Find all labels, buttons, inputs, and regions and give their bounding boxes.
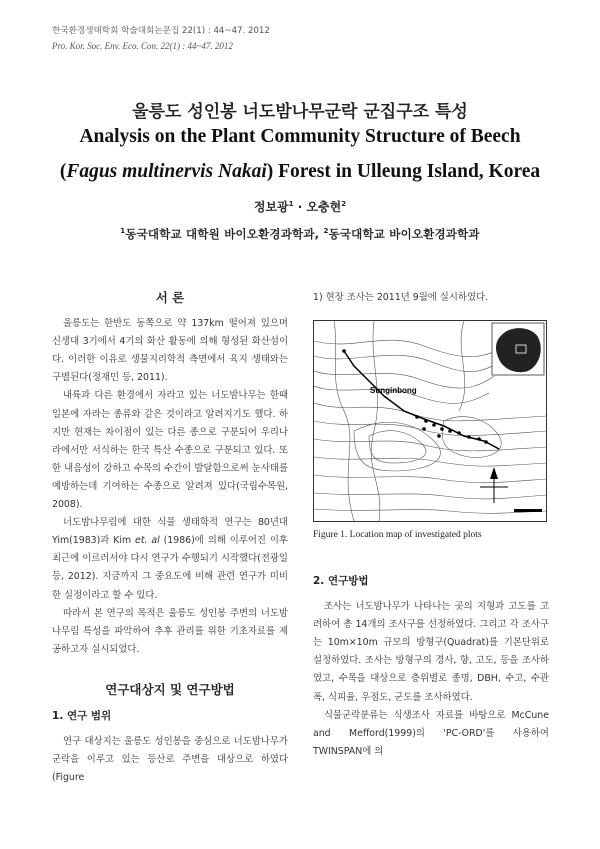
location-map [313,320,547,522]
methods-paragraph-1: 연구 대상지는 울릉도 성인봉을 중심으로 너도밤나무가 군락을 이루고 있는 등산로 주변을 대상으로 하였다(Figure [52,736,288,784]
contour-map-graphic [314,321,546,521]
author-2: 오충현 [306,200,342,214]
author-2-mark: 2 [341,200,347,208]
methods-sub-1: 1. 연구 범위 [52,709,112,722]
affiliations [0,226,600,242]
title-english-line2 [0,161,600,183]
methods-heading: 연구대상지 및 연구방법 [105,681,235,697]
right-column-bottom [313,572,549,761]
intro-paragraph-1: 울릉도는 한반도 동쪽으로 약 137km 떨어져 있으며 신생대 3기에서 4기의 화산 활동에 의해 형성된 화산섬이다. 이러한 이유로 생물지리학적 측면에서 육지 생태와는 구별된다(정재민 등, 2011). [52,318,288,384]
right-column-top [313,289,549,307]
title-line2-rest: ) Forest in Ulleung Island, Korea [266,161,541,182]
affil-1-mark: 1 [120,227,126,235]
author-1: 정보광 [253,200,289,214]
map-peak-label: Sunginbong [370,386,417,395]
author-1-mark: 1 [288,200,294,208]
journal-line-english: Pro. Kor. Soc. Env. Eco. Con. 22(1) : 44~47. 2012 [52,41,233,51]
title-species-name: Fagus multinervis Nakai [66,161,267,182]
title-english-line1: Analysis on the Plant Community Structure of Beech [79,126,521,147]
methods-paragraph-3: 식물군락분류는 식생조사 자료를 바탕으로 McCune and Mefford(1999)의 'PC-ORD'를 사용하여 TWINSPAN에 의 [313,709,549,757]
figure-caption: Figure 1. Location map of investigated plots [313,530,482,540]
methods-paragraph-1-cont: 1) 현장 조사는 2011년 9월에 실시하였다. [313,292,489,303]
left-column [52,289,288,787]
intro-p3-etal: et. al [135,535,160,547]
intro-heading: 서 론 [155,290,185,305]
affil-2-mark: 2 [323,227,329,235]
title-open-paren: ( [59,161,67,182]
intro-p3-b: (1986)에 의해 이루어진 이후 최근에 이르러서야 다시 연구가 수행되기 시작했다(전광일 등, 2012). 지금까지 그 중요도에 비해 관련 연구가 미비한 실정이라고 할 수 있다. [52,535,288,601]
intro-paragraph-3 [52,514,288,604]
journal-line-korean: 한국환경생태학회 학술대회논문집 22(1) : 44~47. 2012 [52,26,270,36]
intro-paragraph-2: 내륙과 다른 환경에서 자라고 있는 너도밤나무는 한때 일본에 자라는 종류와 같은 것이라고 알려지기도 했다. 하지만 현재는 차이점이 있는 다른 종으로 구분되어 우리나라에서만 서식하는 한국 특산 수종으로 구분되고 있다. 또한 내음성이 강하고 수목의 수간이 발달함으로써 눈사태를 예방하는데 기여하는 수종으로 알려져 있다(국립수목원, 2008). [52,390,288,511]
intro-p3-a: 너도밤나무림에 대한 식물 생태학적 연구는 80년대 Yim(1983)과 Kim [52,517,288,547]
authors [0,198,600,215]
methods-paragraph-2: 조사는 너도밤나무가 나타나는 곳의 지형과 고도를 고려하여 총 14개의 조사구를 선정하였다. 그리고 각 조사구는 10m×10m 규모의 방형구(Quadrat)를 기본단위로 설정하였다. 조사는 방형구의 경사, 향, 고도, 등을 조사하였고, 수목을 대상으로 층위별로 종명, DBH, 수고, 수관폭, 식피율, 우점도, 군도를 조사하였다. [313,601,549,703]
author-separator: · [293,200,307,214]
intro-paragraph-4: 따라서 본 연구의 목적은 울릉도 성인봉 주변의 너도밤나무림 특성을 파악하여 추후 관리를 위한 기초자료를 제공하고자 실시되었다. [52,607,288,655]
methods-sub-2: 2. 연구방법 [313,575,369,587]
title-korean: 울릉도 성인봉 너도밤나무군락 군집구조 특성 [132,102,468,122]
affil-1: 동국대학교 대학원 바이오환경과학과, [125,227,324,241]
affil-2: 동국대학교 바이오환경과학과 [328,227,480,241]
journal-header [52,24,270,54]
